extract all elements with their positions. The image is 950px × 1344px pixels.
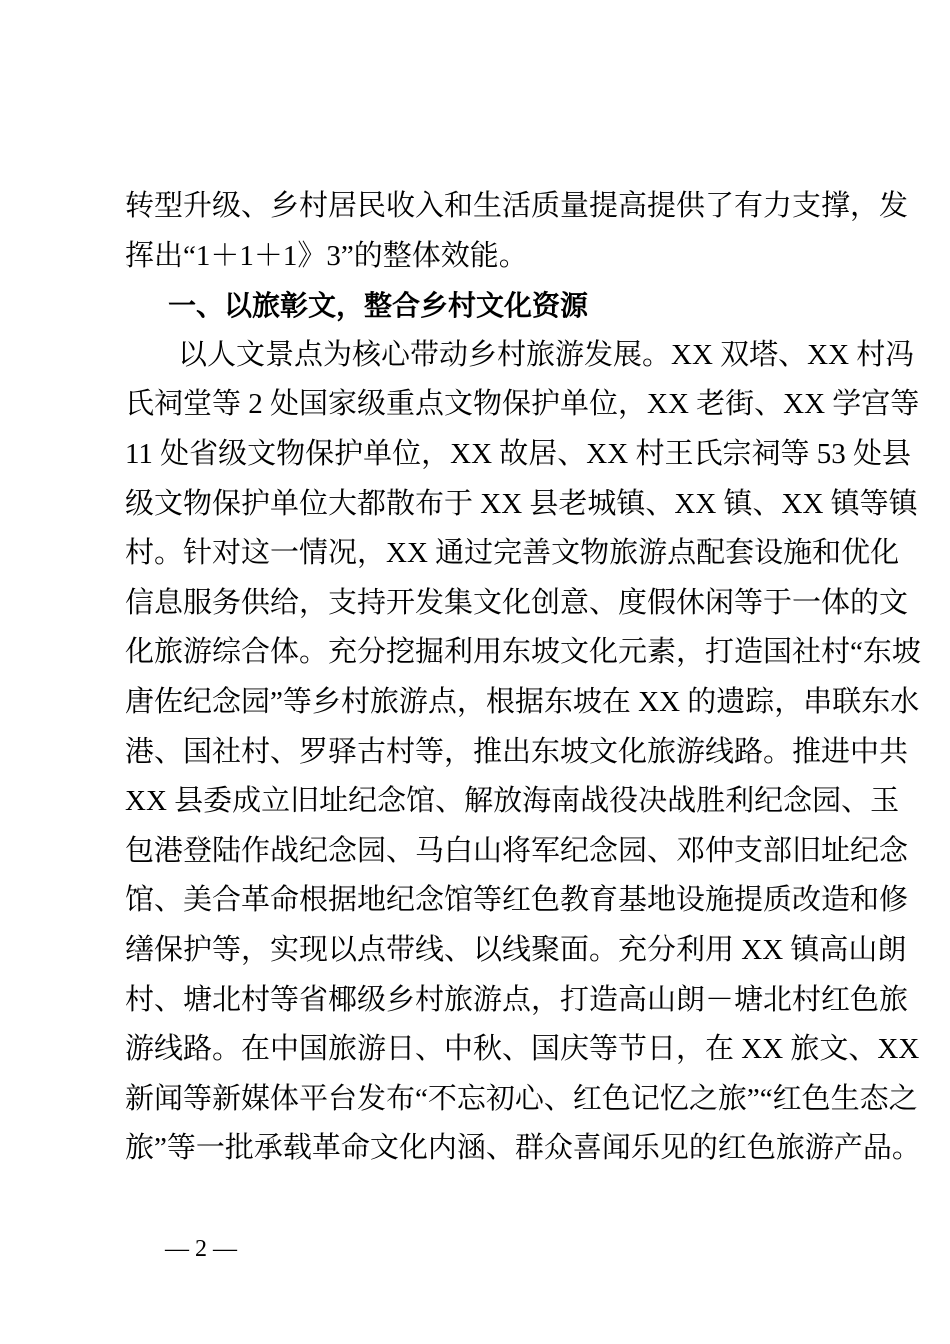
text-line: 氏祠堂等 2 处国家级重点文物保护单位，XX 老街、XX 学宫等 (125, 388, 920, 421)
page-number: — 2 — (165, 1236, 237, 1262)
text-line: 信息服务供给，支持开发集文化创意、度假休闲等于一体的文 (125, 586, 909, 619)
section-heading: 一、以旅彰文，整合乡村文化资源 (168, 289, 589, 323)
text-line: 级文物保护单位大都散布于 XX 县老城镇、XX 镇、XX 镇等镇 (125, 487, 918, 520)
text-line: 化旅游综合体。充分挖掘利用东坡文化元素，打造国社村“东坡 (125, 636, 921, 669)
text-line: 包港登陆作战纪念园、马白山将军纪念园、邓仲支部旧址纪念 (125, 834, 909, 867)
text-line: 缮保护等，实现以点带线、以线聚面。充分利用 XX 镇高山朗 (125, 933, 907, 966)
text-line: XX 县委成立旧址纪念馆、解放海南战役决战胜利纪念园、玉 (125, 785, 900, 818)
text-line: 游线路。在中国旅游日、中秋、国庆等节日，在 XX 旅文、XX (125, 1033, 920, 1066)
document-body (125, 182, 921, 1174)
text-line: 村、塘北村等省椰级乡村旅游点，打造高山朗－塘北村红色旅 (125, 983, 909, 1016)
text-line: 馆、美合革命根据地纪念馆等红色教育基地设施提质改造和修 (125, 884, 909, 917)
text-line: 村。针对这一情况，XX 通过完善文物旅游点配套设施和优化 (125, 537, 900, 570)
text-line: 旅”等一批承载革命文化内涵、群众喜闻乐见的红色旅游产品。 (125, 1132, 921, 1165)
text-line: 港、国社村、罗驿古村等，推出东坡文化旅游线路。推进中共 (125, 735, 909, 768)
text-line: 唐佐纪念园”等乡村旅游点，根据东坡在 XX 的遗踪，串联东水 (125, 685, 920, 718)
text-line: 11 处省级文物保护单位，XX 故居、XX 村王氏宗祠等 53 处县 (125, 437, 911, 470)
text-line: 转型升级、乡村居民收入和生活质量提高提供了有力支撑，发 (125, 190, 909, 222)
text-line: 以人文景点为核心带动乡村旅游发展。XX 双塔、XX 村冯 (178, 338, 915, 371)
text-line: 新闻等新媒体平台发布“不忘初心、红色记忆之旅”“红色生态之 (125, 1082, 918, 1115)
text-line: 挥出“1＋1＋1》3”的整体效能。 (125, 239, 528, 272)
